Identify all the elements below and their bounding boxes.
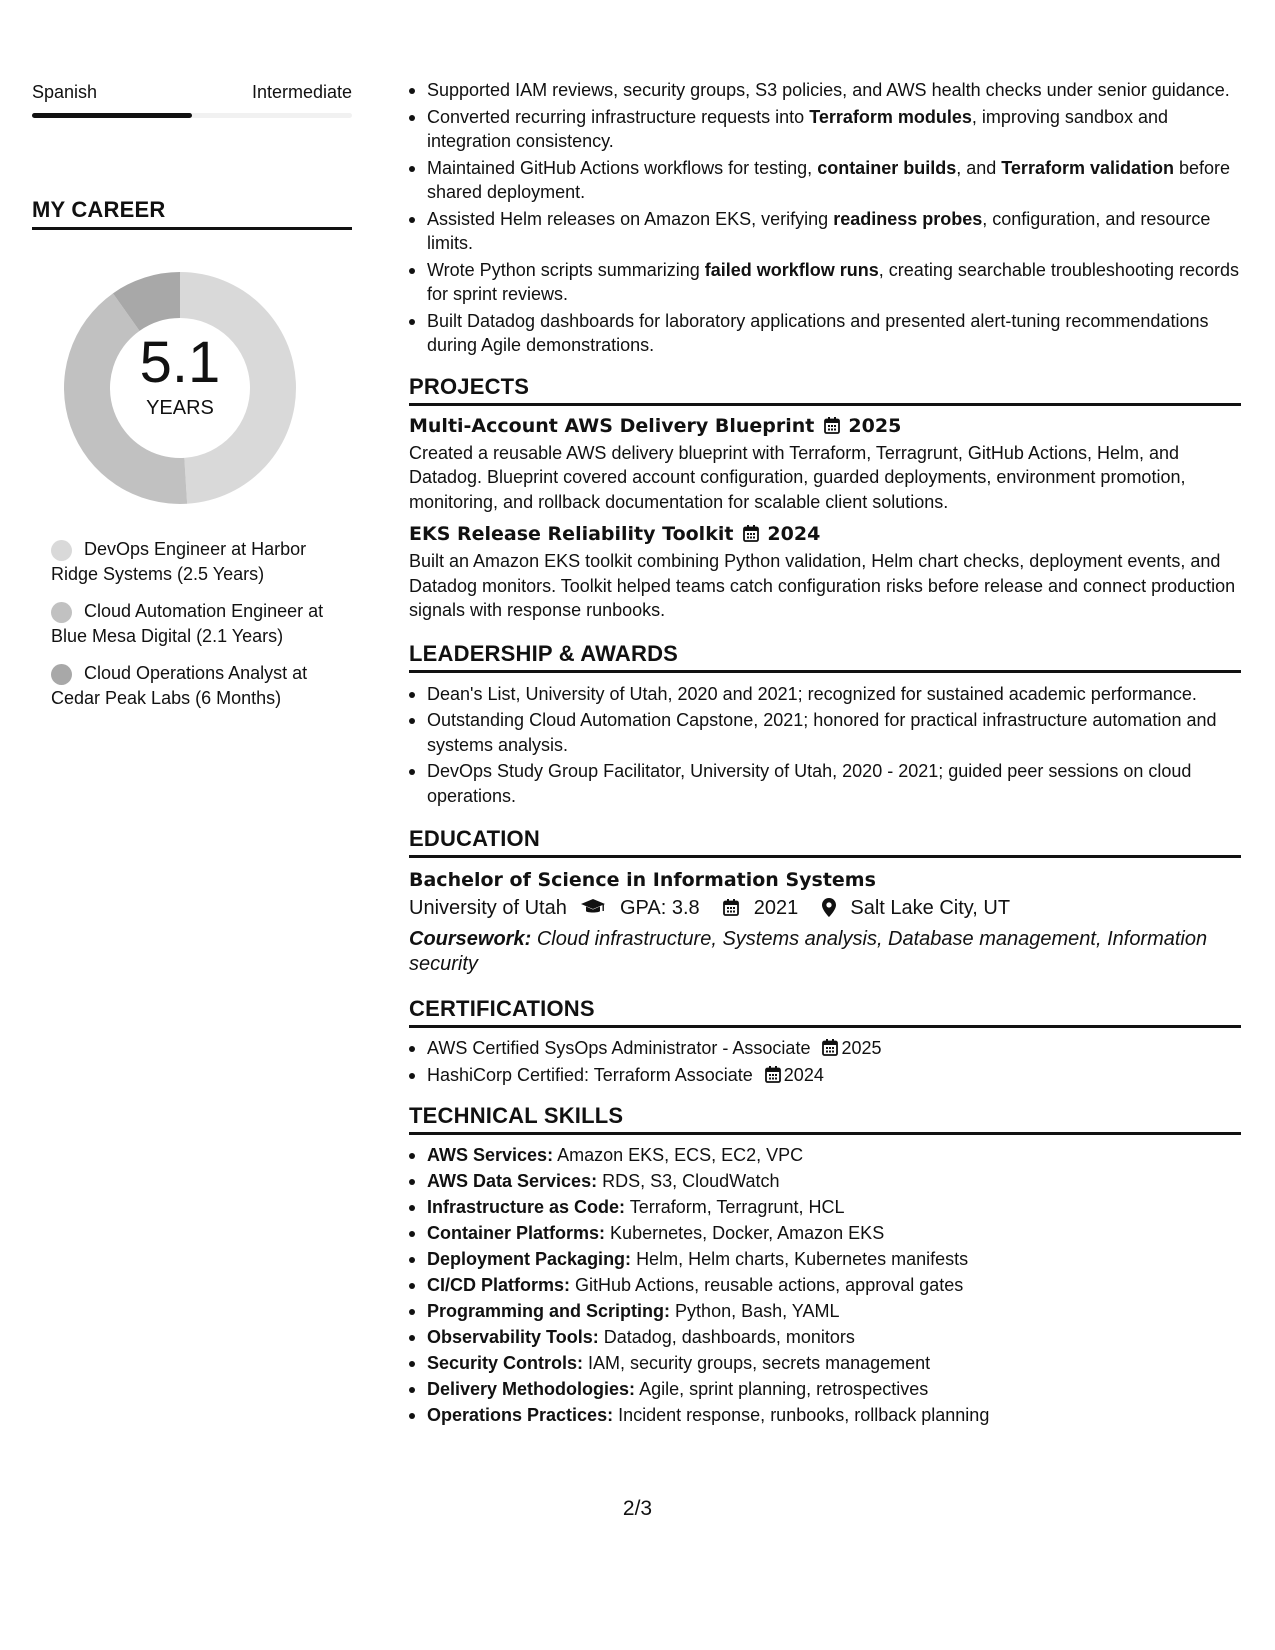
career-legend-item (51, 537, 331, 587)
skill-item (409, 1143, 1241, 1168)
career-legend-dot (51, 602, 72, 623)
experience-keyword: Terraform modules (809, 106, 972, 127)
education-location: Salt Lake City, UT (850, 897, 1011, 919)
calendar-icon (723, 899, 739, 916)
skill-item (409, 1299, 1241, 1324)
skill-values: Helm, Helm charts, Kubernetes manifests (636, 1249, 969, 1269)
calendar-icon (743, 525, 759, 542)
skill-category: Security Controls: (427, 1353, 584, 1373)
certification-year: 2025 (841, 1038, 882, 1058)
language-proficiency-bar (32, 113, 352, 118)
career-legend-item (51, 661, 331, 711)
skill-item (409, 1377, 1241, 1402)
projects-list (409, 415, 1241, 623)
career-heading: MY CAREER (32, 197, 166, 222)
experience-text: Converted recurring infrastructure requests into (427, 106, 810, 127)
career-donut-chart (56, 264, 304, 512)
calendar-icon (765, 1066, 781, 1083)
leadership-list (409, 682, 1241, 809)
calendar-icon (822, 1039, 838, 1056)
certification-year: 2024 (783, 1064, 824, 1085)
language-level: Intermediate (251, 82, 352, 102)
career-years-label: YEARS (146, 397, 214, 419)
skill-item (409, 1351, 1241, 1376)
leadership-item: Outstanding Cloud Automation Capstone, 2021; honored for practical infrastructure automation and systems analysis. (409, 708, 1241, 757)
skill-values: Terraform, Terragrunt, HCL (629, 1197, 845, 1217)
experience-keyword: failed workflow runs (704, 259, 879, 280)
skill-values: Python, Bash, YAML (675, 1301, 840, 1321)
experience-text: Maintained GitHub Actions workflows for testing, (427, 157, 818, 178)
education-school: University of Utah (409, 897, 567, 919)
right-column (409, 78, 1241, 1429)
skill-values: Amazon EKS, ECS, EC2, VPC (557, 1145, 804, 1165)
skill-category: Operations Practices: (427, 1405, 614, 1425)
graduation-cap-icon (581, 899, 605, 915)
career-legend-item (51, 599, 331, 649)
map-pin-icon (822, 898, 836, 917)
project-title-row (409, 523, 1241, 545)
project-item (409, 415, 1241, 515)
skill-values: Datadog, dashboards, monitors (603, 1327, 855, 1347)
project-year: 2024 (767, 523, 821, 545)
experience-text: , and (956, 157, 1002, 178)
career-legend (51, 537, 331, 723)
education-gpa: GPA: 3.8 (619, 897, 700, 919)
leadership-heading: LEADERSHIP & AWARDS (409, 641, 1241, 673)
skill-values: Kubernetes, Docker, Amazon EKS (610, 1223, 885, 1243)
experience-bullet (409, 258, 1241, 307)
skill-category: AWS Data Services: (427, 1171, 598, 1191)
skill-item (409, 1195, 1241, 1220)
career-legend-dot (51, 540, 72, 561)
experience-bullet (409, 309, 1241, 358)
project-title: Multi-Account AWS Delivery Blueprint (409, 414, 815, 437)
skill-values: RDS, S3, CloudWatch (602, 1171, 780, 1191)
experience-keyword: readiness probes (833, 208, 983, 229)
experience-bullet (409, 105, 1241, 154)
skill-category: Deployment Packaging: (427, 1249, 632, 1269)
coursework-label: Coursework: (409, 928, 532, 950)
skill-category: Delivery Methodologies: (427, 1379, 636, 1399)
experience-text: , improving sandbox and integration consistency. (427, 106, 1169, 151)
skill-category: Observability Tools: (427, 1327, 599, 1347)
experience-text: before shared deployment. (427, 157, 1231, 202)
education-meta (409, 897, 1241, 920)
experience-text: Wrote Python scripts summarizing (427, 259, 705, 280)
education-degree: Bachelor of Science in Information Systems (409, 869, 876, 891)
education-year: 2021 (753, 897, 799, 919)
skill-item (409, 1221, 1241, 1246)
skill-category: CI/CD Platforms: (427, 1275, 571, 1295)
skill-values: Agile, sprint planning, retrospectives (639, 1379, 929, 1399)
experience-bullet (409, 78, 1241, 103)
certifications-heading: CERTIFICATIONS (409, 996, 1241, 1028)
experience-keyword: container builds (817, 157, 957, 178)
page-number: 2/3 (622, 1497, 653, 1520)
certification-item (409, 1063, 1241, 1088)
education-heading: EDUCATION (409, 826, 1241, 858)
experience-text: Assisted Helm releases on Amazon EKS, verifying (427, 208, 834, 229)
career-legend-label: DevOps Engineer at Harbor Ridge Systems (2.5 Years) (51, 539, 307, 584)
experience-text: , creating searchable troubleshooting records for sprint reviews. (427, 259, 1240, 304)
skill-item (409, 1273, 1241, 1298)
certification-name: HashiCorp Certified: Terraform Associate (427, 1064, 753, 1085)
career-total-years: 5.1 (139, 330, 221, 395)
project-description: Created a reusable AWS delivery blueprint with Terraform, Terragrunt, GitHub Actions, Helm, and Datadog. Blueprint covered account configuration, guarded deployments, environment promotion, monitoring, and rollback documentation for scalable client solutions. (409, 442, 1186, 512)
calendar-icon (824, 417, 840, 434)
project-title: EKS Release Reliability Toolkit (409, 523, 734, 545)
skills-heading: TECHNICAL SKILLS (409, 1103, 1241, 1135)
leadership-item: Dean's List, University of Utah, 2020 and 2021; recognized for sustained academic performance. (409, 682, 1241, 707)
project-description: Built an Amazon EKS toolkit combining Python validation, Helm chart checks, deployment events, and Datadog monitors. Toolkit helped teams catch configuration risks before release and connect production signals with response runbooks. (409, 551, 1236, 620)
skill-item (409, 1325, 1241, 1350)
projects-heading: PROJECTS (409, 374, 1241, 406)
language-row (32, 82, 352, 104)
experience-text: Built Datadog dashboards for laboratory applications and presented alert-tuning recommendations during Agile demonstrations. (427, 310, 1209, 355)
skill-item (409, 1403, 1241, 1428)
career-legend-label: Cloud Operations Analyst at Cedar Peak Labs (6 Months) (51, 663, 308, 708)
career-heading-rule (32, 227, 352, 230)
skill-category: AWS Services: (427, 1145, 554, 1165)
coursework-list: Cloud infrastructure, Systems analysis, Database management, Information security (409, 928, 1208, 975)
skills-list (409, 1143, 1241, 1428)
skill-values: IAM, security groups, secrets management (588, 1353, 931, 1373)
career-legend-label: Cloud Automation Engineer at Blue Mesa Digital (2.1 Years) (51, 601, 324, 646)
language-proficiency-fill (32, 113, 192, 118)
skill-category: Programming and Scripting: (427, 1301, 671, 1321)
skill-values: Incident response, runbooks, rollback planning (618, 1405, 990, 1425)
skill-item (409, 1247, 1241, 1272)
project-year: 2025 (848, 414, 902, 437)
experience-keyword: Terraform validation (1001, 157, 1174, 178)
career-legend-dot (51, 664, 72, 685)
experience-text: Supported IAM reviews, security groups, S3 policies, and AWS health checks under senior guidance. (427, 80, 1230, 100)
certifications-list (409, 1036, 1241, 1087)
skill-category: Container Platforms: (427, 1223, 606, 1243)
education-coursework (409, 927, 1241, 976)
project-item (409, 523, 1241, 623)
experience-bullet (409, 156, 1241, 205)
skill-category: Infrastructure as Code: (427, 1197, 626, 1217)
certification-item (409, 1036, 1241, 1061)
certification-name: AWS Certified SysOps Administrator - Associate (427, 1038, 811, 1058)
experience-bullet (409, 207, 1241, 256)
experience-text: , configuration, and resource limits. (427, 208, 1211, 253)
project-title-row (409, 415, 1241, 437)
experience-bullets (409, 78, 1241, 358)
skill-item (409, 1169, 1241, 1194)
leadership-item: DevOps Study Group Facilitator, University of Utah, 2020 - 2021; guided peer sessions on cloud operations. (409, 759, 1241, 808)
language-name: Spanish (32, 82, 98, 102)
skill-values: GitHub Actions, reusable actions, approval gates (575, 1275, 964, 1295)
